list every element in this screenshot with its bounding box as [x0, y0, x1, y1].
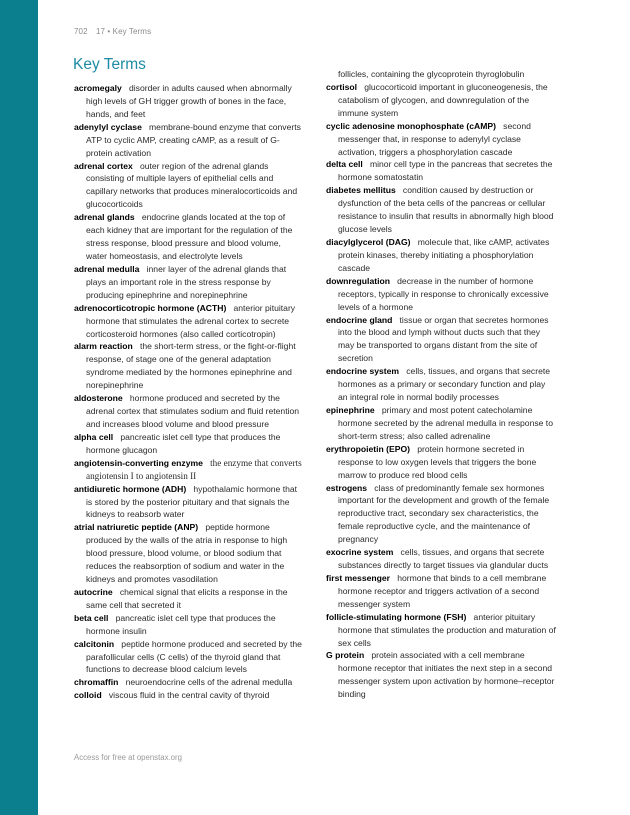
glossary-term: diacylglycerol (DAG): [326, 236, 411, 247]
glossary-term: beta cell: [74, 612, 109, 623]
glossary-term: alarm reaction: [74, 341, 133, 352]
glossary-entry: [326, 365, 556, 404]
glossary-entry: [74, 82, 304, 121]
glossary-entry: [326, 184, 556, 236]
glossary-entry: [74, 586, 304, 612]
glossary-entry: [326, 81, 556, 120]
glossary-term: acromegaly: [74, 83, 122, 93]
glossary-term: endocrine system: [326, 366, 400, 377]
glossary-term: diabetes mellitus: [326, 185, 396, 196]
glossary-definition: molecule that, like cAMP, activates protein kinases, thereby initiating a phosphorylation cascade: [338, 236, 550, 273]
glossary-term: G protein: [326, 650, 365, 661]
glossary-definition: disorder in adults caused when abnormally high levels of GH trigger growth of bones in the face, hands, and feet: [86, 83, 292, 119]
glossary-definition: primary and most potent catecholamine hormone secreted by the adrenal medulla in response to short-term stress; also called adrenaline: [338, 404, 553, 441]
glossary-entry: [326, 572, 556, 611]
glossary-definition: anterior pituitary hormone that stimulates the adrenal cortex to secrete corticosteroid hormones (also called corticotropin): [86, 302, 296, 339]
glossary-definition: neuroendocrine cells of the adrenal medulla: [125, 677, 293, 688]
glossary-definition: protein associated with a cell membrane hormone receptor that initiates the next step in a second messenger system upon activation by hormone–receptor binding: [338, 650, 555, 700]
glossary-term: aldosterone: [74, 393, 123, 404]
glossary-term: estrogens: [326, 482, 368, 493]
continued-definition: follicles, containing the glycoprotein thyroglobulin: [338, 69, 525, 79]
glossary-definition: class of predominantly female sex hormones important for the development and growth of the female reproductive tract, secondary sex characteristics, the female reproductive cycle, and the maintenance of pregnancy: [338, 482, 550, 545]
glossary-term: exocrine system: [326, 547, 394, 558]
glossary-entry: [74, 431, 304, 457]
glossary-term: chromaffin: [74, 677, 119, 688]
glossary-definition: anterior pituitary hormone that stimulates the production and maturation of sex cells: [338, 611, 556, 648]
glossary-entry: [74, 211, 304, 263]
glossary-definition: pancreatic islet cell type that produces the hormone insulin: [86, 612, 276, 636]
glossary-term: autocrine: [74, 586, 113, 597]
glossary-term: cyclic adenosine monophosphate (cAMP): [326, 120, 496, 131]
glossary-entry: [74, 689, 304, 702]
glossary-entry: [326, 546, 556, 572]
glossary-entry: [326, 158, 556, 184]
glossary-entry: [74, 160, 304, 212]
glossary-term: adrenal cortex: [74, 160, 133, 171]
glossary-term: antidiuretic hormone (ADH): [74, 483, 187, 494]
glossary-definition: tissue or organ that secretes hormones into the blood and lymph without ducts such that they may be transported to organs distant from the site of secretion: [338, 314, 549, 364]
glossary-term: adenylyl cyclase: [74, 121, 142, 132]
glossary-entry: [74, 340, 304, 392]
glossary-definition: second messenger that, in response to adenylyl cyclase activation, triggers a phosphorylation cascade: [338, 120, 531, 157]
glossary-entry: [326, 236, 556, 275]
glossary-term: erythropoietin (EPO): [326, 443, 411, 454]
glossary-term: angiotensin-converting enzyme: [74, 457, 203, 468]
glossary-entry: [74, 121, 304, 160]
glossary-definition: condition caused by destruction or dysfunction of the beta cells of the pancreas or cellular resistance to insulin that results in abnormally high blood glucose levels: [338, 185, 554, 235]
glossary-definition: endocrine glands located at the top of each kidney that are important for the regulation of the stress response, blood pressure and blood volume, water homeostasis, and electrolyte levels: [86, 212, 293, 261]
glossary-term: follicle-stimulating hormone (FSH): [326, 611, 467, 622]
glossary-definition: the short-term stress, or the fight-or-flight response, of stage one of the general adaptation syndrome mediated by the hormones epinephrine and norepinephrine: [86, 341, 296, 391]
glossary-entry: [74, 612, 304, 638]
glossary-entry: [326, 120, 556, 159]
glossary-definition: outer region of the adrenal glands consisting of multiple layers of epithelial cells and capillary networks that produces mineralocorticoids and glucocorticoids: [86, 160, 298, 210]
glossary-entry: [326, 611, 556, 650]
glossary-entry: [74, 521, 304, 586]
running-head: [74, 27, 151, 36]
glossary-term: adrenal medulla: [74, 263, 140, 274]
glossary-term: alpha cell: [74, 431, 114, 442]
glossary-term: epinephrine: [326, 404, 375, 415]
chapter-label: 17 • Key Terms: [95, 27, 152, 36]
glossary-definition: cells, tissues, and organs that secrete substances directly to target tissues via glandular ducts: [338, 547, 549, 571]
page-number: 702: [74, 27, 88, 36]
glossary-term: calcitonin: [74, 638, 115, 649]
glossary-entry: [74, 263, 304, 302]
glossary-definition: hormone produced and secreted by the adrenal cortex that stimulates sodium and fluid retention and increases blood volume and blood pressure: [86, 393, 300, 429]
glossary-definition: peptide hormone produced by the walls of the atria in response to high blood pressure, blood volume, or blood sodium that reduces the reabsorption of sodium and water in the kidneys and promotes vasodilation: [86, 522, 288, 585]
glossary-definition: pancreatic islet cell type that produces the hormone glucagon: [86, 431, 281, 455]
glossary-definition: protein hormone secreted in response to low oxygen levels that triggers the bone marrow to produce red blood cells: [338, 443, 537, 480]
glossary-entry: [74, 638, 304, 677]
glossary-definition: viscous fluid in the central cavity of thyroid: [108, 690, 270, 701]
glossary-entry: [326, 482, 556, 547]
glossary-definition: peptide hormone produced and secreted by the parafollicular cells (C cells) of the thyroid gland that functions to decrease blood calcium levels: [86, 638, 302, 675]
glossary-entry: [326, 314, 556, 366]
glossary-definition: membrane-bound enzyme that converts ATP to cyclic AMP, creating cAMP, as a result of G-protein activation: [86, 121, 301, 158]
glossary-term: first messenger: [326, 572, 391, 583]
glossary-definition: decrease in the number of hormone receptors, typically in response to chronically excessive levels of a hormone: [338, 275, 549, 312]
glossary-definition: minor cell type in the pancreas that secretes the hormone somatostatin: [338, 159, 553, 183]
glossary-term: endocrine gland: [326, 314, 393, 325]
glossary-term: adrenal glands: [74, 212, 135, 223]
glossary-definition: the enzyme that converts angiotensin I to angiotensin II: [86, 457, 302, 481]
glossary-definition: inner layer of the adrenal glands that plays an important role in the stress response by producing epinephrine and norepinephrine: [86, 263, 287, 300]
glossary-definition: glucocorticoid important in gluconeogenesis, the catabolism of glycogen, and downregulation of the immune system: [338, 81, 548, 118]
glossary-entry: [74, 676, 304, 689]
footer-access-note: Access for free at openstax.org: [74, 753, 182, 762]
glossary-entry: [74, 392, 304, 431]
glossary-definition: chemical signal that elicits a response in the same cell that secreted it: [86, 586, 288, 610]
glossary-entry: [74, 302, 304, 341]
glossary-entry: [74, 483, 304, 522]
glossary-term: colloid: [74, 690, 102, 701]
glossary-entry: [74, 457, 304, 483]
glossary-term: atrial natriuretic peptide (ANP): [74, 522, 199, 533]
chapter-color-band: [0, 0, 38, 815]
glossary-entry: [326, 443, 556, 482]
glossary-definition: cells, tissues, and organs that secrete hormones as a primary or secondary function and play an integral role in normal bodily processes: [338, 366, 551, 403]
glossary-entry: [326, 275, 556, 314]
entry-continuation: [326, 68, 556, 81]
glossary-term: downregulation: [326, 275, 390, 286]
glossary-entry: [326, 649, 556, 701]
glossary-term: delta cell: [326, 159, 363, 170]
section-title: Key Terms: [73, 56, 146, 73]
glossary-right-column: [326, 68, 556, 701]
glossary-entry: [326, 404, 556, 443]
glossary-definition: hormone that binds to a cell membrane hormone receptor and triggers activation of a second messenger system: [338, 572, 547, 609]
glossary-term: cortisol: [326, 81, 358, 92]
glossary-term: adrenocorticotropic hormone (ACTH): [74, 302, 227, 313]
glossary-left-column: [74, 82, 304, 702]
glossary-definition: hypothalamic hormone that is stored by the posterior pituitary and that signals the kidneys to reabsorb water: [86, 483, 298, 520]
